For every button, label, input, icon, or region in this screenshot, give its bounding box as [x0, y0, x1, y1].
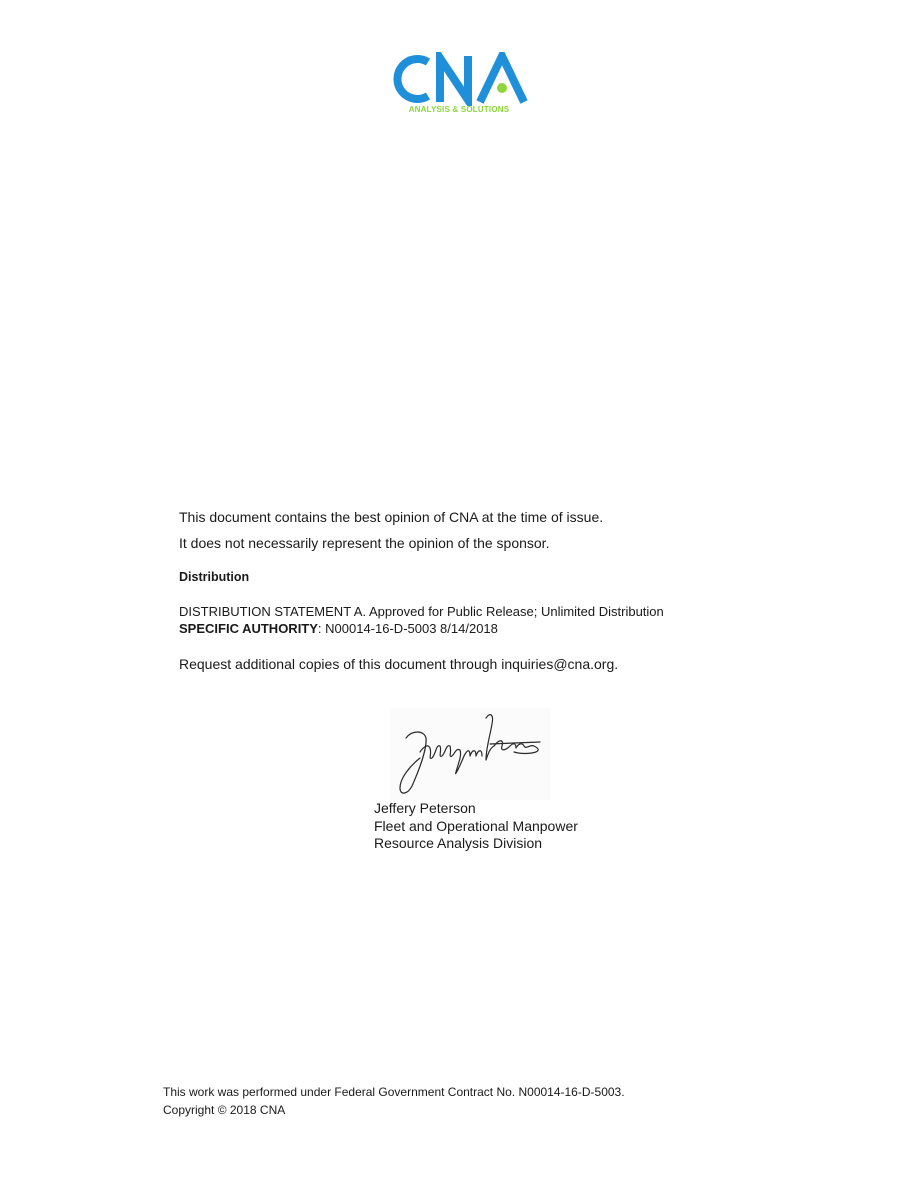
signer-name: Jeffery Peterson — [374, 800, 476, 816]
signer-title-line-1: Fleet and Operational Manpower — [374, 818, 578, 834]
distribution-statement: DISTRIBUTION STATEMENT A. Approved for Public Release; Unlimited Distribution — [179, 604, 664, 619]
request-copies-text: Request additional copies of this document through inquiries@cna.org. — [179, 656, 619, 672]
copyright-notice: Copyright © 2018 CNA — [163, 1103, 286, 1117]
specific-authority-value: : N00014-16-D-5003 8/14/2018 — [317, 621, 498, 636]
disclaimer-line-2: It does not necessarily represent the opinion of the sponsor. — [179, 535, 550, 551]
cna-logo — [388, 52, 530, 118]
specific-authority-label: SPECIFIC AUTHORITY — [179, 621, 318, 636]
signer-title-line-2: Resource Analysis Division — [374, 835, 543, 851]
contract-statement: This work was performed under Federal Government Contract No. N00014-16-D-5003. — [163, 1085, 625, 1099]
cna-wordmark-graphic — [388, 52, 530, 106]
logo-tagline: ANALYSIS & SOLUTIONS — [408, 105, 510, 114]
handwritten-signature — [390, 708, 550, 800]
disclaimer-line-1: This document contains the best opinion of CNA at the time of issue. — [179, 509, 604, 525]
specific-authority — [179, 621, 498, 636]
distribution-heading: Distribution — [179, 570, 250, 584]
